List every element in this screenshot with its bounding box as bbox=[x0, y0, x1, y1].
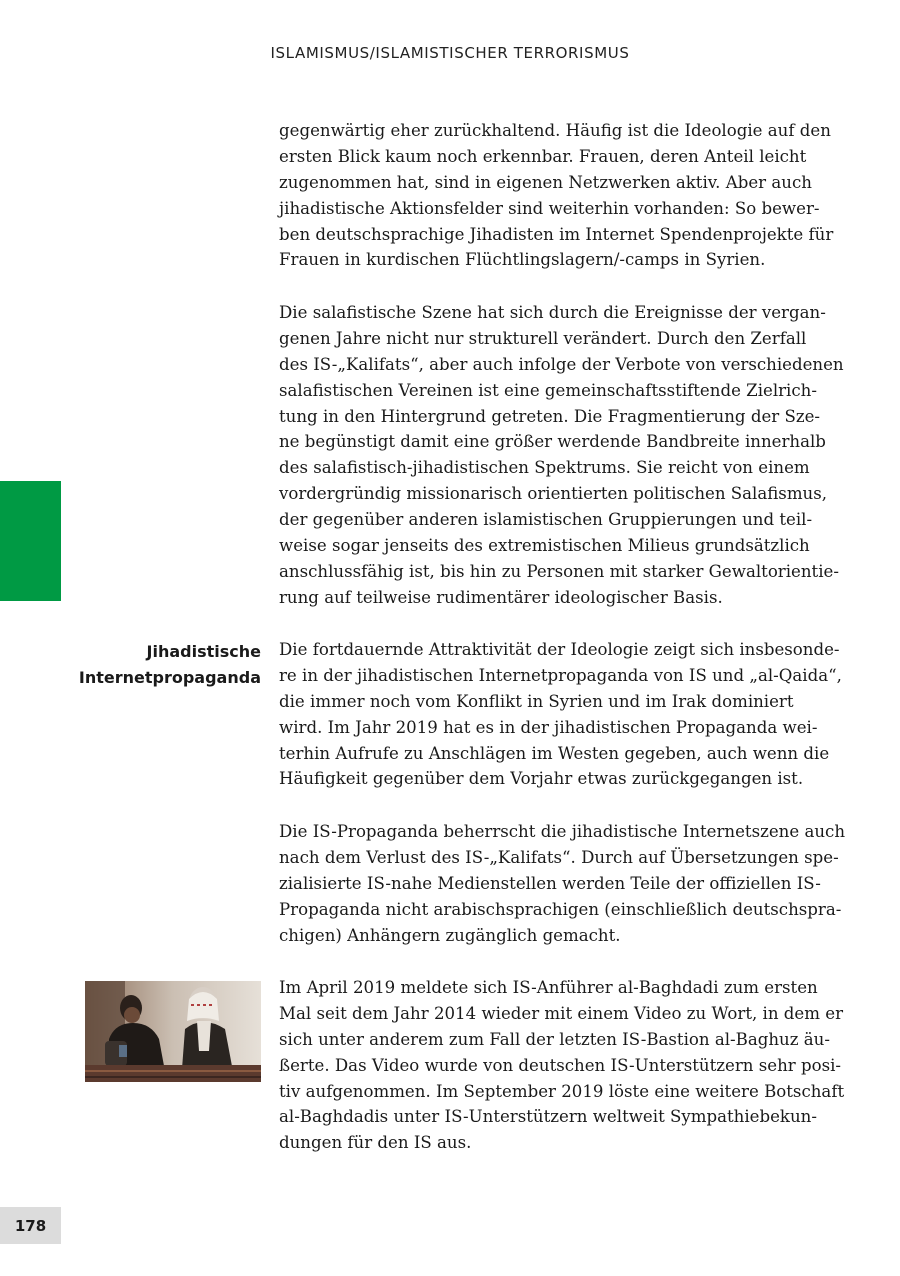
text-line: tiv aufgenommen. Im September 2019 löste eine weitere Botschaft bbox=[279, 1081, 845, 1101]
paragraph-4 bbox=[279, 819, 846, 948]
text-line: rung auf teilweise rudimentärer ideologischer Basis. bbox=[279, 587, 723, 607]
text-line: ßerte. Das Video wurde von deutschen IS-Unterstützern sehr posi- bbox=[279, 1055, 842, 1075]
text-line: der gegenüber anderen islamistischen Gruppierungen und teil- bbox=[279, 510, 813, 530]
text-line: Im April 2019 meldete sich IS-Anführer al-Baghdadi zum ersten bbox=[279, 978, 818, 997]
paragraph-5 bbox=[279, 975, 845, 1156]
page-number: 178 bbox=[0, 1207, 61, 1244]
paragraph-3 bbox=[279, 637, 842, 792]
text-line: gegenwärtig eher zurückhaltend. Häufig ist die Ideologie auf den bbox=[279, 121, 831, 140]
text-line: des IS-„Kalifats“, aber auch infolge der Verbote von verschiedenen bbox=[279, 354, 844, 374]
text-line: salafistischen Vereinen ist eine gemeinschaftsstiftende Zielrich- bbox=[279, 380, 817, 400]
text-line: die immer noch vom Konflikt in Syrien und im Irak dominiert bbox=[279, 691, 794, 711]
margin-heading bbox=[41, 639, 261, 691]
text-line: wird. Im Jahr 2019 hat es in der jihadistischen Propaganda wei- bbox=[279, 717, 818, 737]
text-line: terhin Aufrufe zu Anschlägen im Westen gegeben, auch wenn die bbox=[279, 743, 830, 763]
paragraph-1 bbox=[279, 118, 834, 273]
text-line: jihadistische Aktionsfelder sind weiterhin vorhanden: So bewer- bbox=[279, 198, 820, 218]
text-line: Mal seit dem Jahr 2014 wieder mit einem Video zu Wort, in dem er bbox=[279, 1003, 844, 1023]
text-line: Die fortdauernde Attraktivität der Ideologie zeigt sich insbesonde- bbox=[279, 640, 840, 659]
margin-heading-line: Jihadistische bbox=[146, 642, 261, 661]
text-line: des salafistisch-jihadistischen Spektrums. Sie reicht von einem bbox=[279, 458, 810, 478]
text-line: Frauen in kurdischen Flüchtlingslagern/-camps in Syrien. bbox=[279, 250, 766, 270]
text-line: zugenommen hat, sind in eigenen Netzwerken aktiv. Aber auch bbox=[279, 172, 812, 192]
text-line: tung in den Hintergrund getreten. Die Fragmentierung der Sze- bbox=[279, 406, 821, 426]
text-line: sich unter anderem zum Fall der letzten IS-Bastion al-Baghuz äu- bbox=[279, 1029, 830, 1049]
text-line: al-Baghdadis unter IS-Unterstützern weltweit Sympathiebekun- bbox=[279, 1107, 817, 1127]
text-line: zialisierte IS-nahe Medienstellen werden Teile der offiziellen IS- bbox=[279, 873, 821, 893]
text-line: ersten Blick kaum noch erkennbar. Frauen, deren Anteil leicht bbox=[279, 146, 807, 166]
chapter-color-tab bbox=[0, 481, 61, 601]
text-line: Die salafistische Szene hat sich durch die Ereignisse der vergan- bbox=[279, 303, 826, 322]
text-line: dungen für den IS aus. bbox=[279, 1133, 472, 1153]
paragraph-2 bbox=[279, 300, 844, 611]
text-line: weise sogar jenseits des extremistischen Milieus grundsätzlich bbox=[279, 536, 810, 556]
video-still-photo bbox=[85, 981, 261, 1082]
text-line: Die IS-Propaganda beherrscht die jihadistische Internetszene auch bbox=[279, 822, 846, 841]
margin-heading-line: Internetpropaganda bbox=[78, 667, 261, 687]
text-line: anschlussfähig ist, bis hin zu Personen mit starker Gewaltorientie- bbox=[279, 561, 839, 581]
text-line: ne begünstigt damit eine größer werdende Bandbreite innerhalb bbox=[279, 432, 826, 452]
text-line: Propaganda nicht arabischsprachigen (einschließlich deutschspra- bbox=[279, 899, 842, 919]
text-line: genen Jahre nicht nur strukturell verändert. Durch den Zerfall bbox=[279, 328, 807, 348]
text-line: ben deutschsprachige Jihadisten im Internet Spendenprojekte für bbox=[279, 224, 834, 244]
text-line: nach dem Verlust des IS-„Kalifats“. Durch auf Übersetzungen spe- bbox=[279, 847, 839, 867]
running-head: ISLAMISMUS/ISLAMISTISCHER TERRORISMUS bbox=[270, 44, 630, 62]
text-line: chigen) Anhängern zugänglich gemacht. bbox=[279, 925, 621, 945]
text-line: Häufigkeit gegenüber dem Vorjahr etwas zurückgegangen ist. bbox=[279, 769, 804, 789]
text-line: re in der jihadistischen Internetpropaganda von IS und „al-Qaida“, bbox=[279, 665, 842, 685]
text-line: vordergründig missionarisch orientierten politischen Salafismus, bbox=[279, 484, 828, 504]
